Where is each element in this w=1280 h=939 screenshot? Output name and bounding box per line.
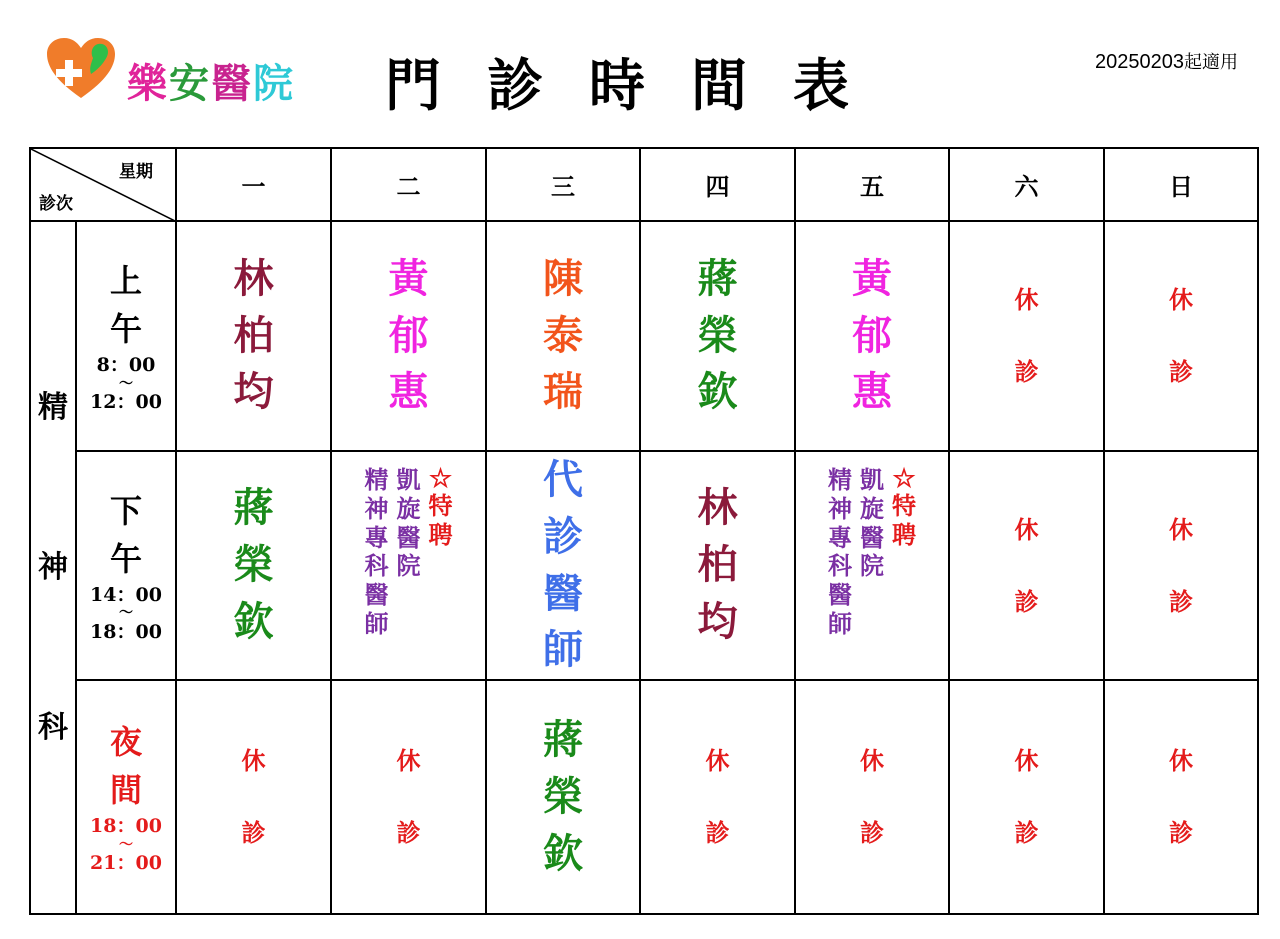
day-header: 三 <box>486 148 640 221</box>
session-cell <box>76 451 176 680</box>
page-title: 門診時間表 <box>385 53 895 119</box>
schedule-cell <box>331 221 486 451</box>
schedule-cell <box>949 451 1104 680</box>
closed-char: 診 <box>1169 818 1193 848</box>
schedule-cell <box>640 680 795 914</box>
department-char: 精 <box>38 389 68 425</box>
doctor-name-char: 蔣 <box>233 484 274 532</box>
schedule-cell <box>331 680 486 914</box>
closed-char: 診 <box>1014 586 1039 616</box>
session-cell <box>76 221 176 451</box>
day-header: 六 <box>949 148 1104 221</box>
closed-char: 診 <box>860 818 884 848</box>
session-label <box>77 487 175 645</box>
schedule-table <box>29 147 1259 915</box>
session-char: 間 <box>109 771 142 810</box>
special-hospital-char: 凱 <box>396 465 421 494</box>
special-doctor-info <box>796 452 948 639</box>
schedule-cell <box>949 221 1104 451</box>
session-char: 上 <box>109 262 142 301</box>
special-department-char: 師 <box>828 608 852 638</box>
special-hospital-char: 院 <box>396 551 421 581</box>
doctor-name <box>487 712 639 882</box>
special-department-char: 專 <box>828 522 852 552</box>
day-header: 四 <box>640 148 795 221</box>
logo-text <box>127 52 295 109</box>
doctor-name-char: 醫 <box>543 569 583 617</box>
session-end-time: 21：00 <box>90 852 162 875</box>
doctor-name <box>332 251 485 421</box>
schedule-row <box>30 221 1258 451</box>
closed-char: 休 <box>1169 514 1193 544</box>
department-char: 神 <box>38 549 68 585</box>
doctor-name-char: 欽 <box>543 829 583 877</box>
doctor-name-char: 林 <box>233 254 274 302</box>
closed-char: 休 <box>860 746 884 776</box>
doctor-name-char: 師 <box>543 626 583 674</box>
schedule-cell <box>486 221 640 451</box>
special-hospital <box>860 466 884 581</box>
doctor-name-char: 瑞 <box>543 368 583 416</box>
schedule-cell <box>331 451 486 680</box>
doctor-name-char: 榮 <box>543 772 583 820</box>
special-tag-char: 聘 <box>428 519 453 549</box>
special-hospital-char: 醫 <box>860 522 884 552</box>
session-char: 午 <box>109 539 142 578</box>
department-char: 科 <box>38 709 68 745</box>
session-end-time: 18：00 <box>90 620 162 643</box>
closed-char: 休 <box>1014 514 1039 544</box>
schedule-cell <box>640 221 795 451</box>
closed-label <box>1105 746 1257 848</box>
star-icon: ☆ <box>892 464 916 494</box>
session-char: 下 <box>109 491 142 530</box>
schedule-cell <box>486 680 640 914</box>
logo-char: 醫 <box>211 61 253 107</box>
schedule-cell <box>795 451 949 680</box>
doctor-name <box>796 251 948 421</box>
special-department-char: 神 <box>828 493 852 523</box>
doctor-name-char: 惠 <box>388 368 429 416</box>
closed-char: 休 <box>1169 746 1193 776</box>
day-header: 二 <box>331 148 486 221</box>
closed-char: 診 <box>1014 357 1039 386</box>
special-department-char: 醫 <box>364 580 389 610</box>
closed-label <box>641 746 794 848</box>
schedule-cell <box>486 451 640 680</box>
session-time-separator: ～ <box>119 605 133 622</box>
special-department <box>828 466 852 639</box>
schedule-cell <box>640 451 795 680</box>
closed-char: 診 <box>241 818 266 848</box>
special-tag-char: 特 <box>428 491 453 520</box>
closed-label <box>796 746 948 848</box>
special-tag <box>429 466 453 550</box>
special-hospital-char: 旋 <box>860 493 884 523</box>
session-char: 夜 <box>109 723 142 762</box>
special-doctor-info <box>332 452 485 639</box>
closed-char: 休 <box>1014 746 1039 776</box>
closed-char: 休 <box>396 746 421 776</box>
special-hospital-char: 醫 <box>396 522 421 552</box>
doctor-name-char: 陳 <box>543 254 583 302</box>
special-department-char: 神 <box>364 493 389 523</box>
schedule-cell <box>1104 680 1258 914</box>
session-label <box>77 257 175 415</box>
closed-char: 休 <box>1014 285 1039 314</box>
star-icon: ☆ <box>428 464 453 494</box>
effective-date <box>1095 48 1238 74</box>
doctor-name-char: 柏 <box>233 311 274 359</box>
schedule-cell <box>949 680 1104 914</box>
special-hospital-char: 院 <box>860 551 884 581</box>
special-hospital-char: 凱 <box>860 465 884 494</box>
doctor-name-char: 榮 <box>697 311 738 359</box>
doctor-name-char: 林 <box>697 484 738 532</box>
doctor-name <box>641 480 794 650</box>
closed-char: 診 <box>705 818 730 848</box>
special-department-char: 精 <box>828 465 852 494</box>
session-start-time: 14：00 <box>90 583 162 606</box>
doctor-name <box>487 251 639 421</box>
closed-char: 診 <box>1169 357 1193 386</box>
doctor-name-char: 泰 <box>543 311 583 359</box>
logo-char: 安 <box>169 61 211 107</box>
doctor-name-char: 郁 <box>852 311 892 359</box>
doctor-name-char: 惠 <box>852 368 892 416</box>
session-end-time: 12：00 <box>90 391 162 414</box>
day-header: 五 <box>795 148 949 221</box>
doctor-name-char: 蔣 <box>543 715 583 763</box>
doctor-name-char: 診 <box>543 512 583 560</box>
doctor-name-char: 黃 <box>388 254 429 302</box>
closed-char: 診 <box>1169 586 1193 616</box>
schedule-cell <box>176 451 331 680</box>
closed-char: 診 <box>1014 818 1039 848</box>
logo-char: 院 <box>253 61 295 107</box>
special-department-char: 醫 <box>828 580 852 610</box>
cross-heart-icon <box>45 38 117 102</box>
schedule-cell <box>795 680 949 914</box>
special-tag-char: 聘 <box>892 519 916 549</box>
doctor-name-char: 均 <box>697 597 738 645</box>
schedule-row <box>30 451 1258 680</box>
schedule-cell <box>795 221 949 451</box>
doctor-name <box>487 452 639 679</box>
closed-label <box>332 746 485 848</box>
schedule-row <box>30 680 1258 914</box>
closed-label <box>950 514 1103 616</box>
department-label <box>31 389 75 745</box>
effective-date-value: 20250203 <box>1095 51 1184 73</box>
session-char: 午 <box>109 310 142 349</box>
special-department <box>365 466 389 639</box>
day-header: 日 <box>1104 148 1258 221</box>
hospital-logo <box>45 38 315 108</box>
doctor-name-char: 柏 <box>697 541 738 589</box>
doctor-name-char: 蔣 <box>697 254 738 302</box>
special-tag <box>892 466 916 550</box>
closed-char: 休 <box>1169 285 1193 314</box>
doctor-name-char: 均 <box>233 368 274 416</box>
doctor-name-char: 欽 <box>233 597 274 645</box>
doctor-name <box>177 251 330 421</box>
special-department-char: 科 <box>828 551 852 581</box>
session-cell <box>76 680 176 914</box>
doctor-name-char: 榮 <box>233 541 274 589</box>
special-hospital <box>397 466 421 581</box>
special-department-char: 專 <box>364 522 389 552</box>
closed-label <box>950 285 1103 386</box>
schedule-cell <box>176 221 331 451</box>
special-hospital-char: 旋 <box>396 493 421 523</box>
doctor-name-char: 欽 <box>697 368 738 416</box>
closed-label <box>950 746 1103 848</box>
corner-cell <box>30 148 176 221</box>
closed-char: 診 <box>396 818 421 848</box>
doctor-name <box>177 480 330 650</box>
day-header: 一 <box>176 148 331 221</box>
closed-char: 休 <box>705 746 730 776</box>
special-department-char: 科 <box>364 551 389 581</box>
schedule-cell <box>176 680 331 914</box>
effective-date-suffix: 起適用 <box>1184 52 1238 73</box>
doctor-name-char: 郁 <box>388 311 429 359</box>
logo-char: 樂 <box>127 61 169 107</box>
session-start-time: 8：00 <box>96 354 156 377</box>
closed-char: 休 <box>241 746 266 776</box>
doctor-name-char: 代 <box>543 456 583 503</box>
session-time-separator: ～ <box>119 836 133 853</box>
doctor-name-char: 黃 <box>852 254 892 302</box>
closed-label <box>1105 285 1257 386</box>
special-department-char: 師 <box>364 608 389 638</box>
session-start-time: 18：00 <box>90 815 162 838</box>
special-tag-char: 特 <box>892 491 916 520</box>
closed-label <box>1105 514 1257 616</box>
department-cell <box>30 221 76 914</box>
doctor-name <box>641 251 794 421</box>
closed-label <box>177 746 330 848</box>
special-department-char: 精 <box>364 465 389 494</box>
corner-weekday-label: 星期 <box>119 162 153 182</box>
corner-session-label: 診次 <box>39 194 73 214</box>
schedule-cell <box>1104 221 1258 451</box>
schedule-cell <box>1104 451 1258 680</box>
header-row <box>30 148 1258 221</box>
session-time-separator: ～ <box>119 375 133 392</box>
session-label <box>77 718 175 876</box>
